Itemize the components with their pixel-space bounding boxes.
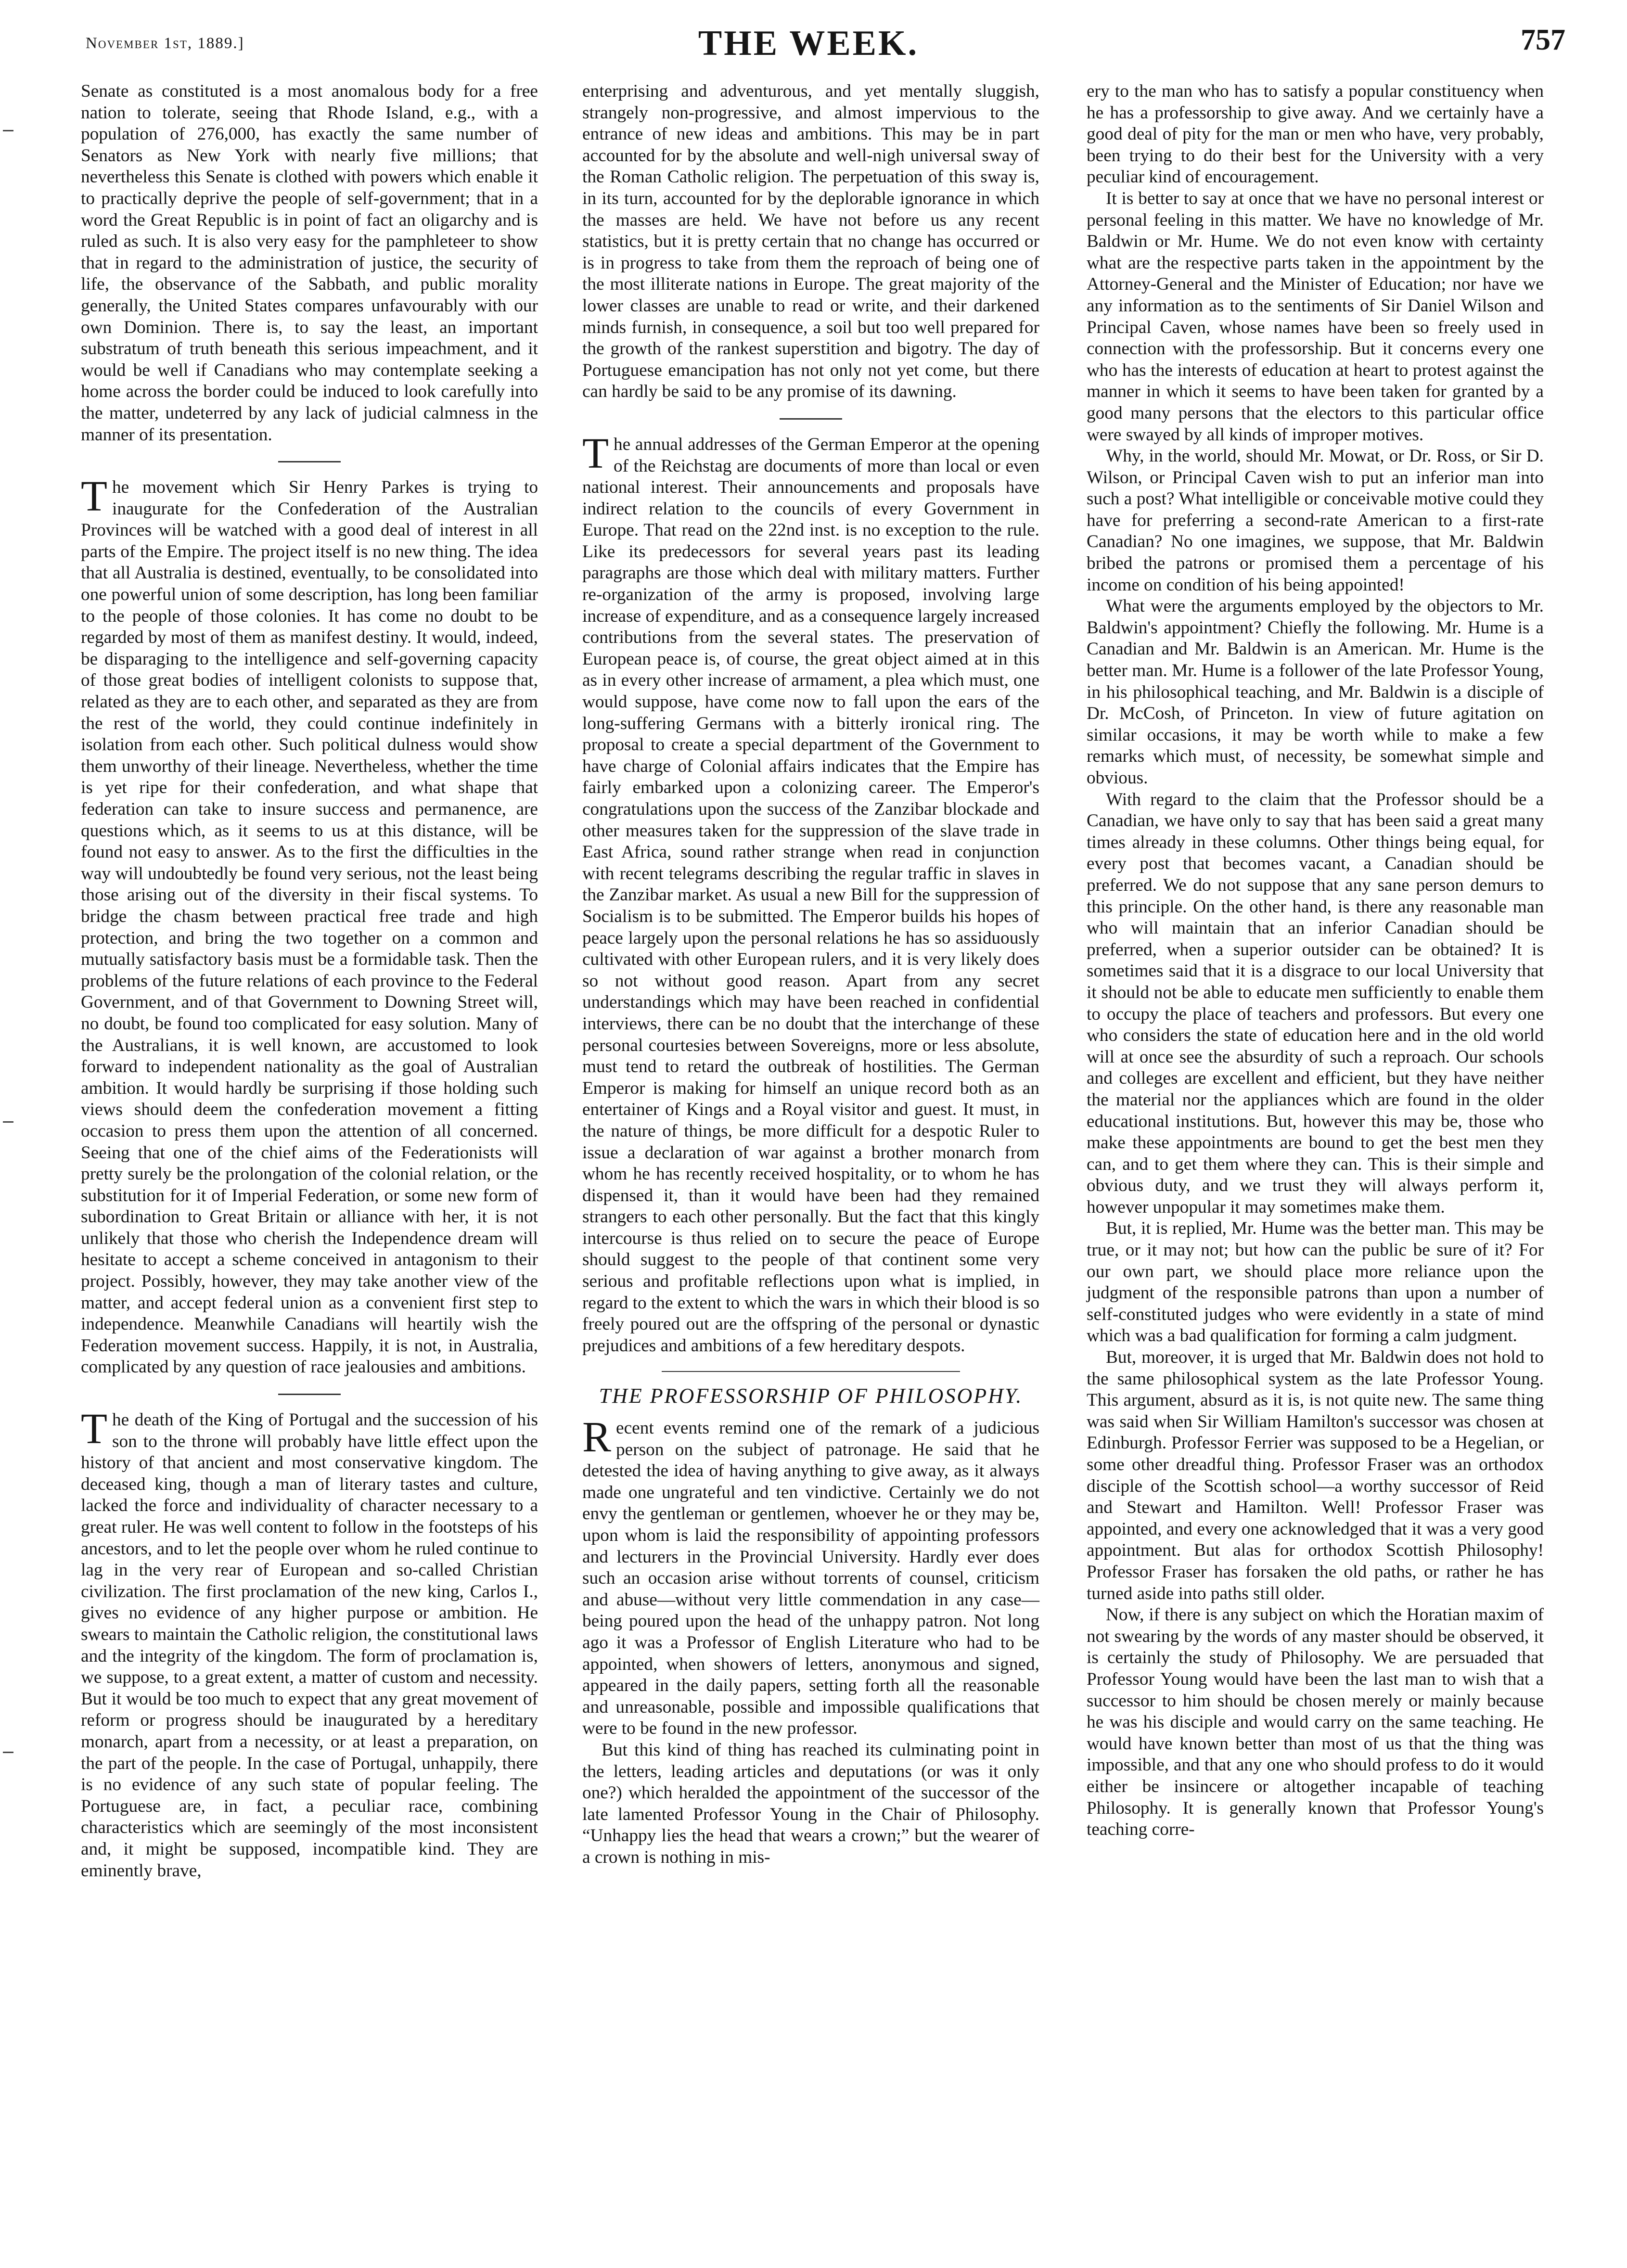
page-number: 757: [1521, 24, 1565, 56]
margin-mark: [3, 1752, 13, 1753]
section-divider: [662, 1371, 960, 1372]
section-divider: [780, 418, 842, 420]
article-paragraph: Why, in the world, should Mr. Mowat, or Dr. Ross, or Sir D. Wilson, or Principal Caven wish to put an inferior man into such a post? What intelligible or conceivable motive could they have for preferring a second-rate American to a first-rate Canadian? No one imagines, we suppose, that Mr. Baldwin bribed the patrons or promised them a percentage of his income on condition of his being appointed!: [1087, 446, 1544, 595]
column-middle: [582, 81, 1039, 1869]
article-paragraph: Recent events remind one of the remark of a judicious person on the subject of patronage. He said that he detested the idea of having anything to give away, as it always made one ungrateful and ten vindictive. Certainly we do not envy the gentleman or gentlemen, whoever he or they may be, upon whom is laid the responsibility of appointing professors and lecturers in the Provincial University. Hardly ever does such an occasion arise without torrents of counsel, criticism and abuse—without very little commendation in any case—being poured upon the head of the unhappy patron. Not long ago it was a Professor of English Literature who had to be appointed, when showers of letters, anonymous and signed, appeared in the daily papers, setting forth all the reasonable and unreasonable, possible and impossible qualifications that were to be found in the new professor.: [582, 1413, 1039, 1739]
column-left: [81, 81, 538, 1882]
article-paragraph: But, moreover, it is urged that Mr. Baldwin does not hold to the same philosophical system as the late Professor Young. This argument, absurd as it is, is not quite new. The same thing was said when Sir William Hamilton's successor was chosen at Edinburgh. Professor Ferrier was supposed to be a Hegelian, or some other dreadful thing. Professor Fraser was an orthodox disciple of the Scottish school—a worthy successor of Reid and Stewart and Hamilton. Well! Professor Fraser was appointed, and every one acknowledged that it was a very good appointment. But alas for orthodox Scottish Philosophy! Professor Fraser has forsaken the old paths, or rather he has turned aside into paths still older.: [1087, 1347, 1544, 1603]
masthead-title: THE WEEK.: [698, 24, 919, 63]
article-paragraph-australia: The movement which Sir Henry Parkes is trying to inaugurate for the Confederation of the Australian Provinces will be watched with a good deal of interest in all parts of the Empire. The project itself is no new thing. The idea that all Australia is destined, eventually, to be consolidated into one powerful union of some description, has long been familiar to the people of those colonies. It has come no doubt to be regarded by most of them as manifest destiny. It would, indeed, be disparaging to the intelligence and self-governing capacity of those great bodies of intelligent colonists to suppose that, related as they are to each other, and separated as they are from the rest of the world, they could continue indefinitely in isolation from each other. Such political dulness would show them unworthy of their lineage. Nevertheless, whether the time is yet ripe for their confederation, and what shape that federation can take to insure success and permanence, are questions which, as it seems to us at this distance, will be found not easy to answer. As to the first the difficulties in the way will undoubtedly be found very serious, not the least being those arising out of the diversity in their fiscal systems. To bridge the chasm between practical free trade and high protection, and bring the two together on a common and mutually satisfactory basis must be a formidable task. Then the problems of the future relations of each province to the Federal Government, and of that Government to Downing Street will, no doubt, be found too complicated for easy solution. Many of the Australians, it is well known, are accustomed to look forward to independent nationality as the goal of Australian ambition. It would hardly be surprising if those holding such views should deem the confederation movement a fitting occasion to press them upon the attention of all concerned. Seeing that one of the chief aims of the Federationists will pretty surely be the prolongation of the colonial relation, or the substitution for it of Imperial Federation, or some new form of subordination to Great Britain or alliance with her, it is not unlikely that those who cherish the Independence dream will hesitate to accept a scheme conceived in antagonism to their project. Possibly, however, they may take another view of the matter, and accept federal union as a convenient first step to independence. Meanwhile Canadians will heartily wish the Federation movement success. Happily, it is not, in Australia, complicated by any question of race jealousies and ambitions.: [81, 473, 538, 1377]
article-paragraph: With regard to the claim that the Professor should be a Canadian, we have only to say that has been said a great many times already in these columns. Other things being equal, for every post that becomes vacant, a Canadian should be preferred. We do not suppose that any sane person demurs to this principle. On the other hand, is there any reasonable man who will maintain that an inferior Canadian should be preferred, when a superior outsider can be obtained? It is sometimes said that it is a disgrace to our local University that it should not be able to educate men sufficiently to enable them to occupy the place of teachers and professors. But every one who considers the state of education here and in the old world will at once see the absurdity of such a reproach. Our schools and colleges are excellent and efficient, but they have neither the material nor the appliances which are found in the older educational institutions. But, however this may be, those who make these appointments are bound to get the best men they can, and to get them where they can. This is their simple and obvious duty, and we trust they will always perform it, however unpopular it may sometimes make them.: [1087, 789, 1544, 1217]
margin-mark: [3, 1121, 13, 1123]
article-paragraph: What were the arguments employed by the objectors to Mr. Baldwin's appointment? Chiefly the following. Mr. Hume is a Canadian and Mr. Baldwin is an American. Mr. Hume is the better man. Mr. Hume is a follower of the late Professor Young, in his philosophical teaching, and Mr. Baldwin is a disciple of Dr. McCosh, of Princeton. In view of future agitation on similar occasions, it may be worth while to make a few remarks which must, of necessity, be somewhat simple and obvious.: [1087, 596, 1544, 788]
section-divider: [278, 1394, 341, 1395]
article-paragraph: enterprising and adventurous, and yet mentally sluggish, strangely non-progressive, and almost impervious to the entrance of new ideas and ambitions. This may be in part accounted for by the absolute and well-nigh universal sway of the Roman Catholic religion. The perpetuation of this sway is, in its turn, accounted for by the deplorable ignorance in which the masses are held. We have not before us any recent statistics, but it is pretty certain that no change has occurred or is in progress to take from them the reproach of being one of the most illiterate nations in Europe. The great majority of the lower classes are unable to read or write, and their darkened minds furnish, in consequence, a soil but too well prepared for the growth of the rankest superstition and bigotry. The day of Portuguese emancipation has not only not yet come, but there can hardly be said to be any promise of its dawning.: [582, 81, 1039, 402]
article-paragraph: But this kind of thing has reached its culminating point in the letters, leading articles and deputations (or was it only one?) which heralded the appointment of the successor of the late lamented Professor Young in the Chair of Philosophy. “Unhappy lies the head that wears a crown;” but the wearer of a crown is nothing in mis-: [582, 1740, 1039, 1867]
issue-date: November 1st, 1889.]: [86, 35, 244, 52]
article-paragraph: But, it is replied, Mr. Hume was the better man. This may be true, or it may not; but how can the public be sure of it? For our own part, we should place more reliance upon the judgment of the responsible patrons than upon a number of self-constituted judges who were evidently in a state of mind which was a bad qualification for forming a calm judgment.: [1087, 1218, 1544, 1346]
column-right: [1087, 81, 1544, 1841]
section-divider: [278, 461, 341, 462]
article-paragraph: It is better to say at once that we have no personal interest or personal feeling in this matter. We have no knowledge of Mr. Baldwin or Mr. Hume. We do not even know with certainty what are the respective parts taken in the appointment by the Attorney-General and the Minister of Education; nor have we any information as to the sentiments of Sir Daniel Wilson and Principal Caven, whose names have been so freely used in connection with the professorship. But it concerns every one who has the interests of education at heart to protest against the manner in which it seems to have been taken for granted by a good many persons that the electors to this particular office were swayed by all kinds of improper motives.: [1087, 188, 1544, 445]
article-paragraph: Senate as constituted is a most anomalous body for a free nation to tolerate, seeing that Rhode Island, e.g., with a population of 276,000, has exactly the same number of Senators as New York with nearly five millions; that nevertheless this Senate is clothed with powers which enable it to practically deprive the people of self-government; that in a word the Great Republic is in point of fact an oligarchy and is ruled as such. It is also very easy for the pamphleteer to show that in regard to the administration of justice, the security of life, the observance of the Sabbath, and public morality generally, the United States compares unfavourably with our own Dominion. There is, to say the least, an important substratum of truth beneath this serious impeachment, and it would be well if Canadians who may contemplate seeking a home across the border could be induced to look carefully into the matter, undeterred by any lack of judicial calmness in the manner of its presentation.: [81, 81, 538, 445]
section-title: THE PROFESSORSHIP OF PHILOSOPHY.: [599, 1384, 1023, 1408]
article-paragraph-portugal: The death of the King of Portugal and the succession of his son to the throne will probably have little effect upon the history of that ancient and most conservative kingdom. The deceased king, though a man of literary tastes and culture, lacked the force and individuality of character necessary to a great ruler. He was well content to follow in the footsteps of his ancestors, and to let the people over whom he ruled continue to lag in the very rear of European and so-called Christian civilization. The first proclamation of the new king, Carlos I., gives no evidence of any higher purpose or ambition. He swears to maintain the Catholic religion, the constitutional laws and the integrity of the kingdom. The form of proclamation is, we suppose, to a great extent, a matter of custom and necessity. But it would be too much to expect that any great movement of reform or progress should be inaugurated by a hereditary monarch, apart from a necessity, or at least a preparation, on the part of the people. In the case of Portugal, unhappily, there is no evidence of any such state of popular feeling. The Portuguese are, in fact, a peculiar race, combining characteristics which are seemingly of the most inconsistent and, it might be supposed, incompatible kind. They are eminently brave,: [81, 1405, 538, 1881]
margin-mark: [3, 130, 13, 131]
article-paragraph-german-emperor: The annual addresses of the German Emperor at the opening of the Reichstag are documents of more than local or even national interest. Their announcements and proposals have indirect relation to the councils of every Government in Europe. That read on the 22nd inst. is no exception to the rule. Like its predecessors for several years past its leading paragraphs are those which deal with military matters. Further re-organization of the army is proposed, involving large increase of expenditure, and as a consequence largely increased contributions from the several states. The preservation of European peace is, of course, the great object aimed at in this as in every other increase of armament, a plea which must, one would suppose, have come now to fall upon the ears of the long-suffering Germans with a bitterly ironical ring. The proposal to create a special department of the Government to have charge of Colonial affairs indicates that the Empire has fairly embarked upon a colonizing career. The Emperor's congratulations upon the success of the Zanzibar blockade and other measures taken for the suppression of the slave trade in East Africa, sound rather strange when read in conjunction with recent telegrams describing the regular traffic in slaves in the Zanzibar market. As usual a new Bill for the suppression of Socialism is to be submitted. The Emperor builds his hopes of peace largely upon the personal relations he has so assiduously cultivated with other European rulers, and it is very likely does so not without good reason. Apart from any secret understandings which may have been reached in confidential interviews, there can be no doubt that the interchange of these personal courtesies between Sovereigns, more or less absolute, must tend to retard the outbreak of hostilities. The German Emperor is making for himself an unique record both as an entertainer of Kings and a Royal visitor and guest. It must, in the nature of things, be more difficult for a despotic Ruler to issue a declaration of war against a brother monarch from whom he has recently received hospitality, or to whom he has dispensed it, than it would have been had they remained strangers to each other personally. But the fact that this kingly intercourse is thus relied on to secure the peace of Europe should suggest to the people of that continent some very serious and profitable reflections upon what is implied, in regard to the extent to which the wars in which their blood is so freely poured out are the offspring of the personal or dynastic prejudices and ambitions of a few hereditary despots.: [582, 429, 1039, 1356]
article-paragraph: Now, if there is any subject on which the Horatian maxim of not swearing by the words of any master should be observed, it is certainly the study of Philosophy. We are persuaded that Professor Young would have been the last man to wish that a successor to him should be chosen merely or mainly because he was his disciple and would carry on the same teaching. He would have known better than most of us that the thing was impossible, and that any one who should profess to do it would either be insincere or altogether incapable of teaching Philosophy. It is generally known that Professor Young's teaching corre-: [1087, 1605, 1544, 1840]
article-paragraph: ery to the man who has to satisfy a popular constituency when he has a professorship to give away. And we certainly have a good deal of pity for the man or men who have, very probably, been trying to do their best for the University with a very peculiar kind of encouragement.: [1087, 81, 1544, 187]
page-header: [0, 0, 1627, 91]
